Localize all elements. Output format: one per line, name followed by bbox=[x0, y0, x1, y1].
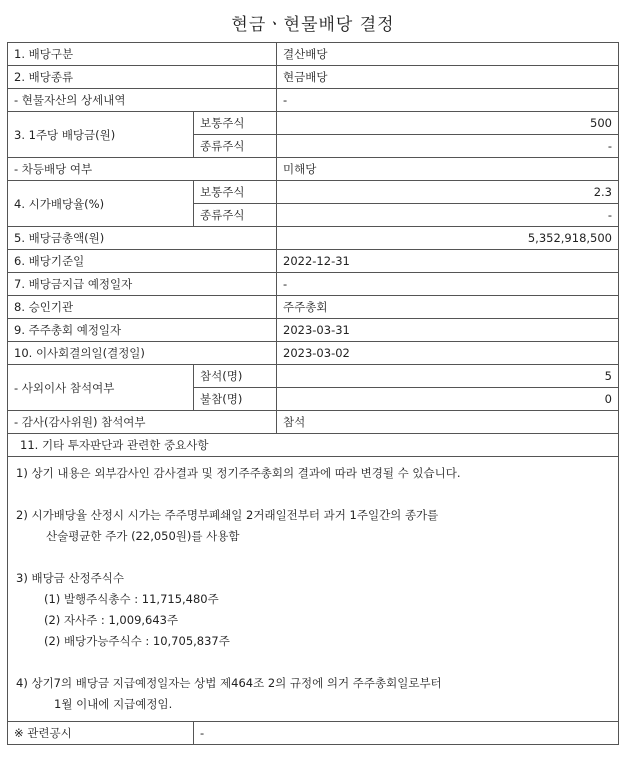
row-label: 8. 승인기관 bbox=[8, 296, 277, 319]
row-value: 결산배당 bbox=[277, 43, 619, 66]
note-3c: (2) 배당가능주식수 : 10,705,837주 bbox=[44, 634, 230, 648]
row-value: 현금배당 bbox=[277, 66, 619, 89]
row-value: 5,352,918,500 bbox=[277, 227, 619, 250]
row-label: 7. 배당금지급 예정일자 bbox=[8, 273, 277, 296]
row-value: 2022-12-31 bbox=[277, 250, 619, 273]
table-row bbox=[8, 112, 619, 135]
note-4a: 4) 상기7의 배당금 지급예정일자는 상법 제464조 2의 규정에 의거 주주총회일로부터 bbox=[16, 676, 442, 690]
row-value: 2.3 bbox=[277, 181, 619, 204]
sub-label: 보통주식 bbox=[194, 112, 277, 135]
table-row bbox=[8, 342, 619, 365]
sub-label: 종류주식 bbox=[194, 135, 277, 158]
table-row bbox=[8, 365, 619, 388]
row-label: 3. 1주당 배당금(원) bbox=[8, 112, 194, 158]
table-row bbox=[8, 411, 619, 434]
row-value: - bbox=[277, 204, 619, 227]
note-3b: (2) 자사주 : 1,009,643주 bbox=[44, 613, 179, 627]
note-3: 3) 배당금 산정주식수 bbox=[16, 571, 124, 585]
row-label: 10. 이사회결의일(결정일) bbox=[8, 342, 277, 365]
table-row bbox=[8, 319, 619, 342]
row-label: - 사외이사 참석여부 bbox=[8, 365, 194, 411]
notes-row bbox=[8, 457, 619, 722]
row-value: - bbox=[277, 89, 619, 112]
notes-cell bbox=[8, 457, 619, 722]
dividend-table bbox=[7, 42, 619, 745]
table-row bbox=[8, 158, 619, 181]
row-label: - 차등배당 여부 bbox=[8, 158, 277, 181]
row-label: 5. 배당금총액(원) bbox=[8, 227, 277, 250]
note-2a: 2) 시가배당율 산정시 시가는 주주명부폐쇄일 2거래일전부터 과거 1주일간의 종가를 bbox=[16, 508, 439, 522]
section-heading: 11. 기타 투자판단과 관련한 중요사항 bbox=[8, 434, 619, 457]
note-4b: 1월 이내에 지급예정임. bbox=[54, 697, 173, 711]
row-value: 500 bbox=[277, 112, 619, 135]
sub-label: 종류주식 bbox=[194, 204, 277, 227]
row-value: 참석 bbox=[277, 411, 619, 434]
row-value: 주주총회 bbox=[277, 296, 619, 319]
table-row bbox=[8, 434, 619, 457]
sub-label: 참석(명) bbox=[194, 365, 277, 388]
sub-label: 불참(명) bbox=[194, 388, 277, 411]
table-row bbox=[8, 66, 619, 89]
row-label: 1. 배당구분 bbox=[8, 43, 277, 66]
row-value: 2023-03-31 bbox=[277, 319, 619, 342]
note-3a: (1) 발행주식총수 : 11,715,480주 bbox=[44, 592, 219, 606]
sub-label: 보통주식 bbox=[194, 181, 277, 204]
note-1: 1) 상기 내용은 외부감사인 감사결과 및 정기주주총회의 결과에 따라 변경될 수 있습니다. bbox=[16, 466, 461, 480]
row-value: 5 bbox=[277, 365, 619, 388]
table-row bbox=[8, 227, 619, 250]
row-value: 2023-03-02 bbox=[277, 342, 619, 365]
footer-row bbox=[8, 722, 619, 745]
row-label: 2. 배당종류 bbox=[8, 66, 277, 89]
table-row bbox=[8, 273, 619, 296]
row-label: 9. 주주총회 예정일자 bbox=[8, 319, 277, 342]
note-2b: 산술평균한 주가 (22,050원)를 사용함 bbox=[46, 529, 240, 543]
table-row bbox=[8, 43, 619, 66]
page-title: 현금ㆍ현물배당 결정 bbox=[231, 15, 395, 35]
row-value: - bbox=[277, 135, 619, 158]
table-row bbox=[8, 250, 619, 273]
footer-value: - bbox=[194, 722, 619, 745]
table-row bbox=[8, 89, 619, 112]
row-value: - bbox=[277, 273, 619, 296]
row-label: - 감사(감사위원) 참석여부 bbox=[8, 411, 277, 434]
row-label: - 현물자산의 상세내역 bbox=[8, 89, 277, 112]
row-label: 6. 배당기준일 bbox=[8, 250, 277, 273]
row-label: 4. 시가배당율(%) bbox=[8, 181, 194, 227]
row-value: 미해당 bbox=[277, 158, 619, 181]
footer-label: ※ 관련공시 bbox=[8, 722, 194, 745]
table-row bbox=[8, 181, 619, 204]
row-value: 0 bbox=[277, 388, 619, 411]
table-row bbox=[8, 296, 619, 319]
